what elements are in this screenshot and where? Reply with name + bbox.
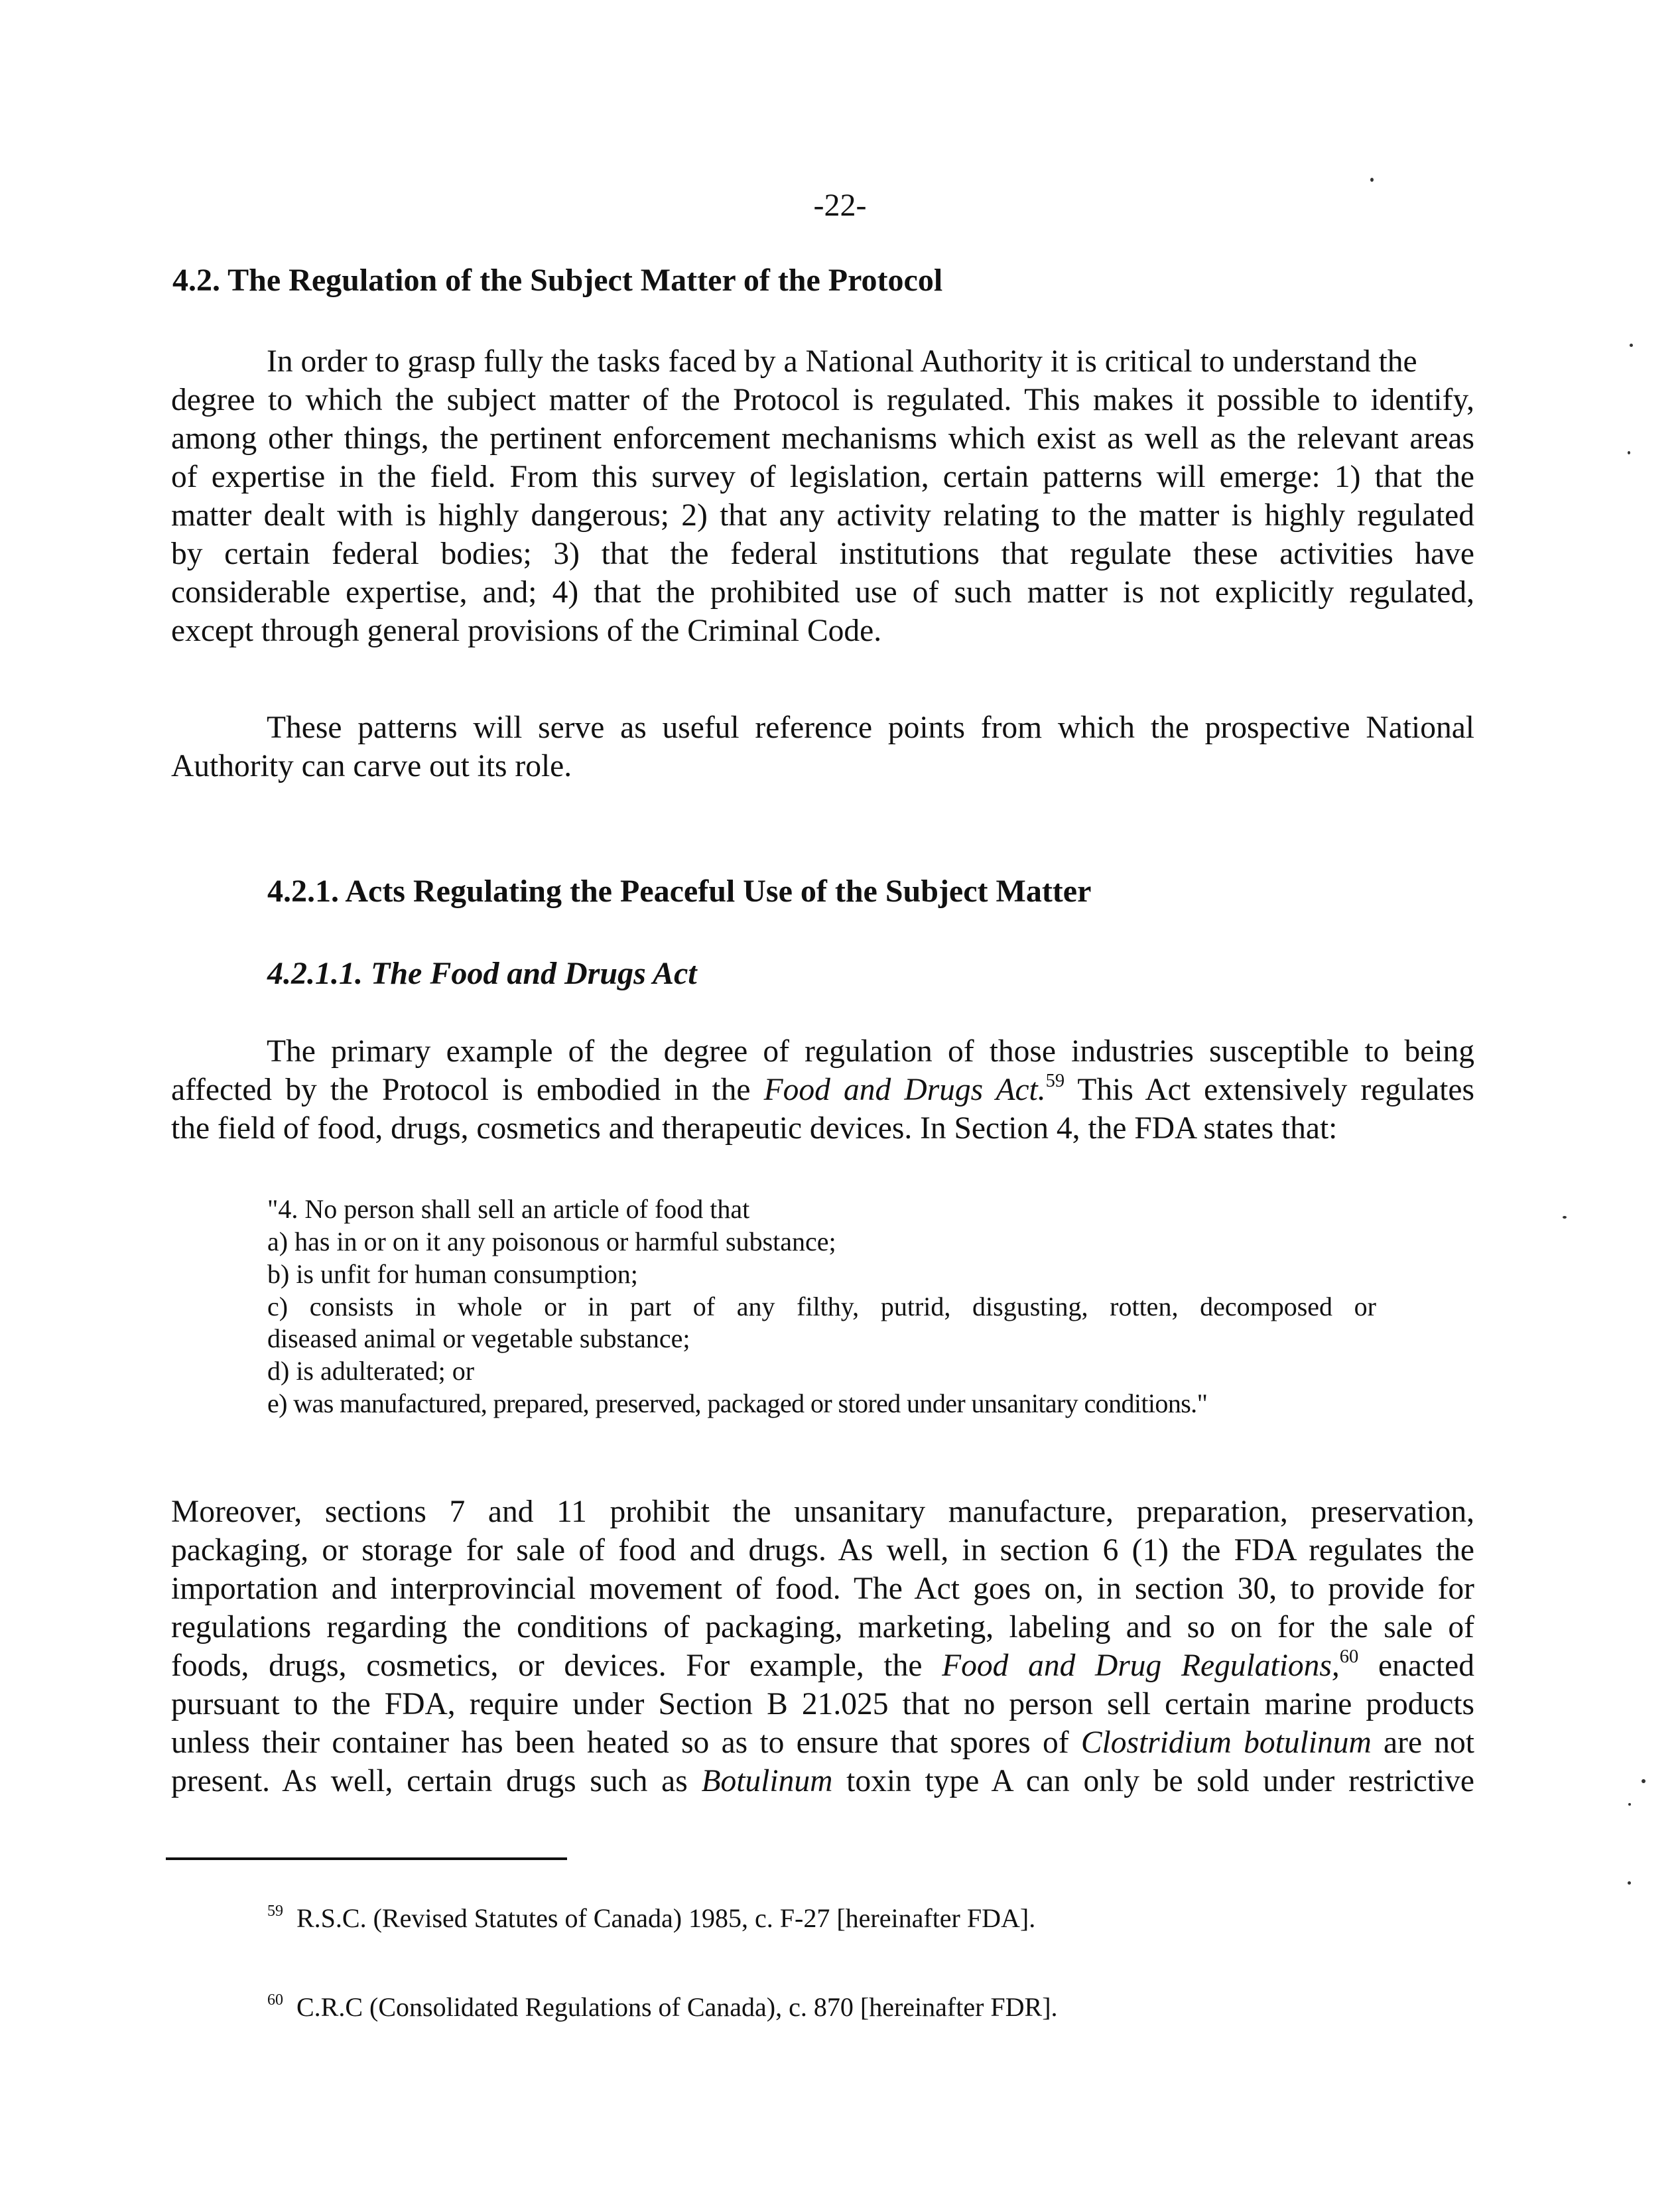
paragraph-line: Moreover, sections 7 and 11 prohibit the unsanitary manufacture, preparation, preservation, — [171, 1495, 1474, 1529]
scan-speck — [1630, 344, 1633, 347]
act-title: Food and Drugs Act. — [763, 1073, 1046, 1107]
paragraph-line: In order to grasp fully the tasks faced by a National Authority it is critical to understand the — [267, 344, 1417, 379]
footnote-number: 59 — [267, 1903, 283, 1920]
page-number: -22- — [813, 188, 867, 223]
species-name: Botulinum — [701, 1764, 833, 1798]
text-run: are not — [1371, 1725, 1475, 1760]
subsubsection-heading: 4.2.1.1. The Food and Drugs Act — [267, 956, 697, 991]
footnote-divider — [166, 1857, 567, 1860]
paragraph-line: pursuant to the FDA, require under Section B 21.025 that no person sell certain marine products — [171, 1687, 1474, 1721]
paragraph-line: the field of food, drugs, cosmetics and therapeutic devices. In Section 4, the FDA states that: — [171, 1111, 1338, 1146]
text-run: present. As well, certain drugs such as — [171, 1764, 702, 1798]
quote-line: "4. No person shall sell an article of food that — [267, 1194, 750, 1224]
footnote-text: R.S.C. (Revised Statutes of Canada) 1985, c. F-27 [hereinafter FDA]. — [296, 1903, 1036, 1933]
scan-speck — [1628, 451, 1630, 454]
quote-line: e) was manufactured, prepared, preserved, packaged or stored under unsanitary conditions." — [267, 1388, 1208, 1418]
paragraph-line: of expertise in the field. From this survey of legislation, certain patterns will emerge: 1) that the — [171, 460, 1474, 494]
paragraph-line: degree to which the subject matter of the Protocol is regulated. This makes it possible to identify, — [171, 383, 1474, 417]
quote-line: diseased animal or vegetable substance; — [267, 1323, 690, 1353]
text-run: enacted — [1358, 1648, 1475, 1683]
paragraph-line: The primary example of the degree of regulation of those industries susceptible to being — [267, 1034, 1474, 1069]
paragraph-line — [171, 1071, 1474, 1107]
footnote-ref-60: 60 — [1339, 1646, 1359, 1668]
scan-speck — [1370, 178, 1374, 182]
footnote-number: 60 — [267, 1991, 283, 2009]
paragraph-line: except through general provisions of the Criminal Code. — [171, 614, 882, 648]
paragraph-line: among other things, the pertinent enforcement mechanisms which exist as well as the relevant areas — [171, 421, 1474, 456]
footnote-59 — [267, 1905, 1035, 1932]
paragraph-line: packaging, or storage for sale of food and drugs. As well, in section 6 (1) the FDA regulates the — [171, 1533, 1474, 1568]
quote-line: a) has in or on it any poisonous or harmful substance; — [267, 1227, 836, 1256]
quote-line: b) is unfit for human consumption; — [267, 1259, 638, 1289]
text-run: foods, drugs, cosmetics, or devices. For example, the — [171, 1648, 942, 1683]
scan-speck — [1628, 1803, 1631, 1806]
paragraph-line: matter dealt with is highly dangerous; 2) that any activity relating to the matter is highly regulated — [171, 498, 1474, 533]
paragraph-line — [171, 1766, 1474, 1798]
quote-line: d) is adulterated; or — [267, 1356, 475, 1386]
paragraph-line: by certain federal bodies; 3) that the federal institutions that regulate these activities have — [171, 537, 1474, 571]
species-name: Clostridium botulinum — [1080, 1725, 1372, 1760]
paragraph-line: regulations regarding the conditions of packaging, marketing, labeling and so on for the sale of — [171, 1610, 1474, 1644]
text-run: This Act extensively regulates — [1065, 1073, 1474, 1107]
paragraph-line: importation and interprovincial movement of food. The Act goes on, in section 30, to provide for — [171, 1572, 1474, 1606]
regulations-title: Food and Drug Regulations, — [942, 1648, 1340, 1683]
footnote-text: C.R.C (Consolidated Regulations of Canada), c. 870 [hereinafter FDR]. — [296, 1992, 1058, 2022]
quote-line: c) consists in whole or in part of any filthy, putrid, disgusting, rotten, decomposed or — [267, 1292, 1376, 1321]
footnote-ref-59: 59 — [1045, 1071, 1065, 1092]
text-run: affected by the Protocol is embodied in the — [171, 1073, 764, 1107]
text-run: unless their container has been heated so as to ensure that spores of — [171, 1725, 1081, 1760]
paragraph-line: considerable expertise, and; 4) that the prohibited use of such matter is not explicitly regulated, — [171, 575, 1474, 610]
paragraph-line — [171, 1727, 1474, 1759]
scan-speck — [1563, 1216, 1567, 1219]
subsection-heading: 4.2.1. Acts Regulating the Peaceful Use of the Subject Matter — [267, 874, 1092, 909]
paragraph-line — [171, 1646, 1475, 1683]
paragraph-line: These patterns will serve as useful reference points from which the prospective National — [267, 710, 1474, 745]
text-run: toxin type A can only be sold under restrictive — [832, 1764, 1474, 1798]
footnote-60 — [267, 1991, 1058, 2022]
scan-speck — [1642, 1779, 1646, 1783]
scan-speck — [1628, 1881, 1631, 1885]
section-heading: 4.2. The Regulation of the Subject Matter of the Protocol — [172, 263, 943, 298]
paragraph-line: Authority can carve out its role. — [171, 749, 572, 783]
